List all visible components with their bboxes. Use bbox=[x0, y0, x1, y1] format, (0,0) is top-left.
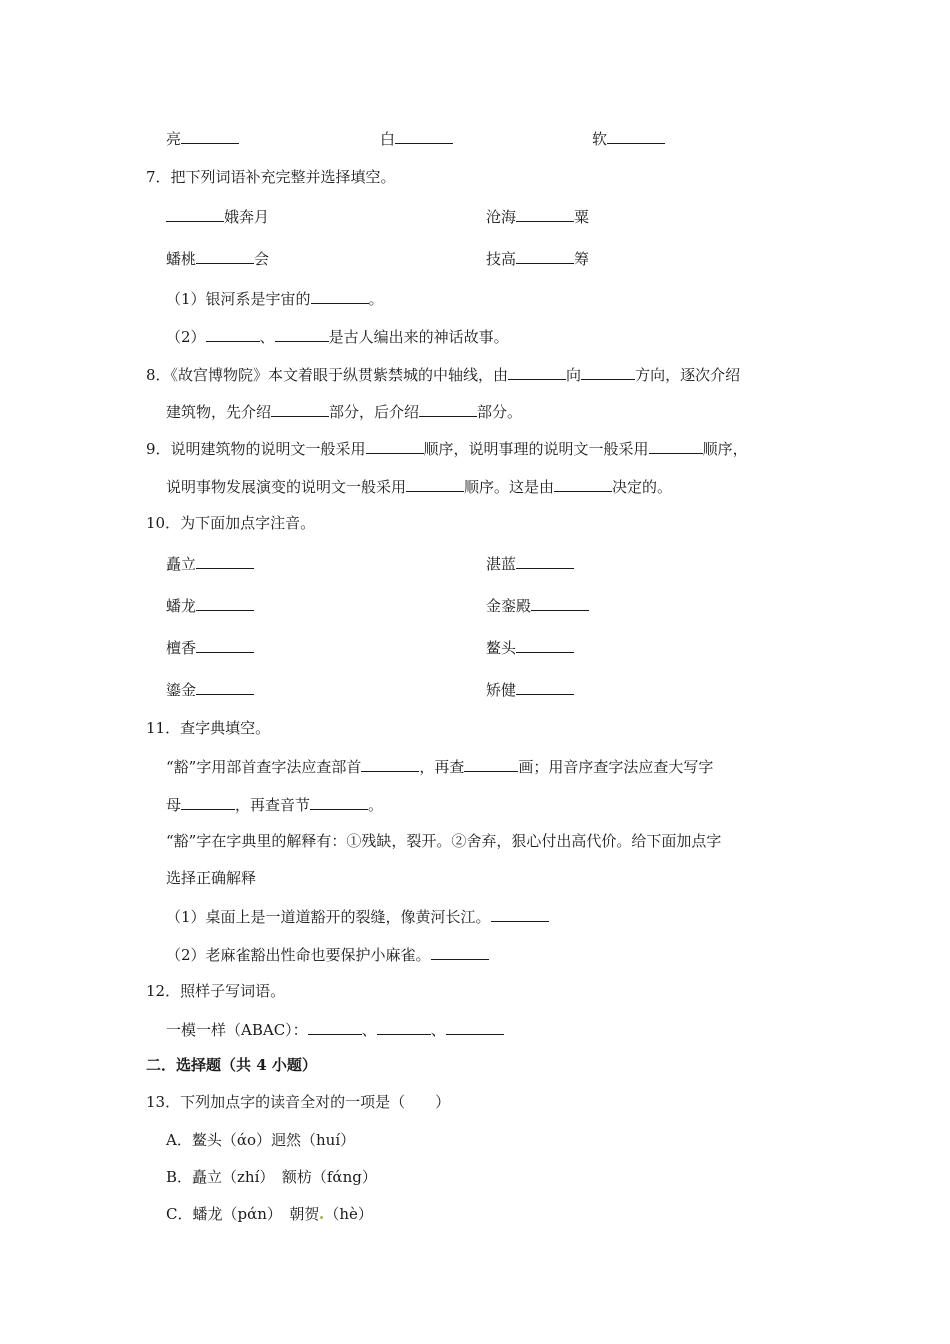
q11-line-3: “豁”字在字典里的解释有：①残缺，裂开。②舍弃，狠心付出高代价。给下面加点字 bbox=[166, 832, 722, 850]
q6-item-a: 亮 bbox=[166, 128, 239, 149]
q7-word-1: 娥奔月 bbox=[166, 206, 269, 227]
q13-option-c[interactable]: C．蟠龙（pάn） 朝贺 （hè） bbox=[166, 1205, 373, 1223]
q11-line-1: “豁”字用部首查字法应查部首 ，再查 画；用音序查字法应查大写字 bbox=[166, 758, 714, 776]
q9-line-2: 说明事物发展演变的说明文一般采用 顺序。这是由 决定的。 bbox=[166, 478, 673, 496]
blank[interactable] bbox=[446, 1019, 504, 1035]
blank[interactable] bbox=[166, 206, 224, 222]
q10-item: 蟠龙 bbox=[166, 595, 254, 616]
blank[interactable] bbox=[377, 1019, 431, 1035]
blank[interactable] bbox=[516, 637, 574, 653]
blank[interactable] bbox=[508, 364, 566, 380]
section-heading: 二．选择题（共 4 小题） bbox=[146, 1056, 317, 1074]
blank[interactable] bbox=[361, 756, 419, 772]
q7-sentence-2: （2） 、 是古人编出来的神话故事。 bbox=[166, 328, 509, 346]
q10-item: 矗立 bbox=[166, 553, 254, 574]
blank[interactable] bbox=[181, 794, 235, 810]
blank[interactable] bbox=[491, 906, 549, 922]
q7-word-3: 蟠桃 会 bbox=[166, 250, 270, 268]
q10-item: 矫健 bbox=[486, 679, 574, 700]
blank[interactable] bbox=[516, 206, 574, 222]
blank[interactable] bbox=[607, 128, 665, 144]
blank[interactable] bbox=[419, 401, 477, 417]
q11-sentence-2: （2）老麻雀豁出性命也要保护小麻雀。 bbox=[166, 944, 489, 965]
blank[interactable] bbox=[271, 401, 329, 417]
q10-item: 湛蓝 bbox=[486, 553, 574, 574]
q10-item: 鎏金 bbox=[166, 679, 254, 700]
blank[interactable] bbox=[464, 756, 518, 772]
q10-item: 檀香 bbox=[166, 637, 254, 658]
blank[interactable] bbox=[196, 248, 254, 264]
q10-item: 金銮殿 bbox=[486, 595, 589, 616]
blank[interactable] bbox=[406, 476, 464, 492]
q13-option-b[interactable]: B．矗立（zhí） 额枋（fάng） bbox=[166, 1168, 377, 1186]
blank[interactable] bbox=[554, 476, 612, 492]
q13-title: 13．下列加点字的读音全对的一项是（ ） bbox=[146, 1093, 451, 1111]
q13-option-a[interactable]: A．鳌头（άo）迥然（huí） bbox=[166, 1131, 356, 1149]
q12-title: 12．照样子写词语。 bbox=[146, 982, 286, 1000]
mark-dot bbox=[320, 1216, 323, 1219]
q6-item-c: 软 bbox=[592, 128, 665, 149]
blank[interactable] bbox=[531, 595, 589, 611]
blank[interactable] bbox=[311, 288, 369, 304]
blank[interactable] bbox=[649, 438, 703, 454]
q7-sentence-1: （1）银河系是宇宙的 。 bbox=[166, 290, 384, 308]
blank[interactable] bbox=[395, 128, 453, 144]
blank[interactable] bbox=[431, 944, 489, 960]
blank[interactable] bbox=[516, 248, 574, 264]
blank[interactable] bbox=[275, 326, 329, 342]
q8-line-2: 建筑物，先介绍 部分，后介绍 部分。 bbox=[166, 403, 523, 421]
blank[interactable] bbox=[516, 679, 574, 695]
blank[interactable] bbox=[196, 595, 254, 611]
blank[interactable] bbox=[196, 637, 254, 653]
q11-sentence-1: （1）桌面上是一道道豁开的裂缝，像黄河长江。 bbox=[166, 906, 549, 927]
q12-line: 一模一样（ABAC）： 、 、 bbox=[166, 1019, 504, 1040]
blank[interactable] bbox=[196, 679, 254, 695]
blank[interactable] bbox=[181, 128, 239, 144]
blank[interactable] bbox=[366, 438, 424, 454]
q8-line-1: 8．《故宫博物院》本文着眼于纵贯紫禁城的中轴线，由 向 方向，逐次介绍 bbox=[146, 366, 741, 384]
blank[interactable] bbox=[516, 553, 574, 569]
q9-line-1: 9．说明建筑物的说明文一般采用 顺序，说明事理的说明文一般采用 顺序， bbox=[146, 440, 748, 458]
blank[interactable] bbox=[308, 1019, 362, 1035]
q6-item-b: 白 bbox=[380, 128, 453, 149]
q7-word-2: 沧海 粟 bbox=[486, 208, 590, 226]
blank[interactable] bbox=[206, 326, 260, 342]
q11-line-2: 母 ，再查音节 。 bbox=[166, 796, 384, 814]
q11-title: 11．查字典填空。 bbox=[146, 719, 271, 737]
q11-line-4: 选择正确解释 bbox=[166, 869, 257, 887]
q7-word-4: 技高 筹 bbox=[486, 250, 590, 268]
blank[interactable] bbox=[581, 364, 635, 380]
q10-title: 10．为下面加点字注音。 bbox=[146, 514, 316, 532]
q10-item: 鳌头 bbox=[486, 637, 574, 658]
q7-title: 7．把下列词语补充完整并选择填空。 bbox=[146, 168, 396, 186]
blank[interactable] bbox=[196, 553, 254, 569]
blank[interactable] bbox=[310, 794, 368, 810]
